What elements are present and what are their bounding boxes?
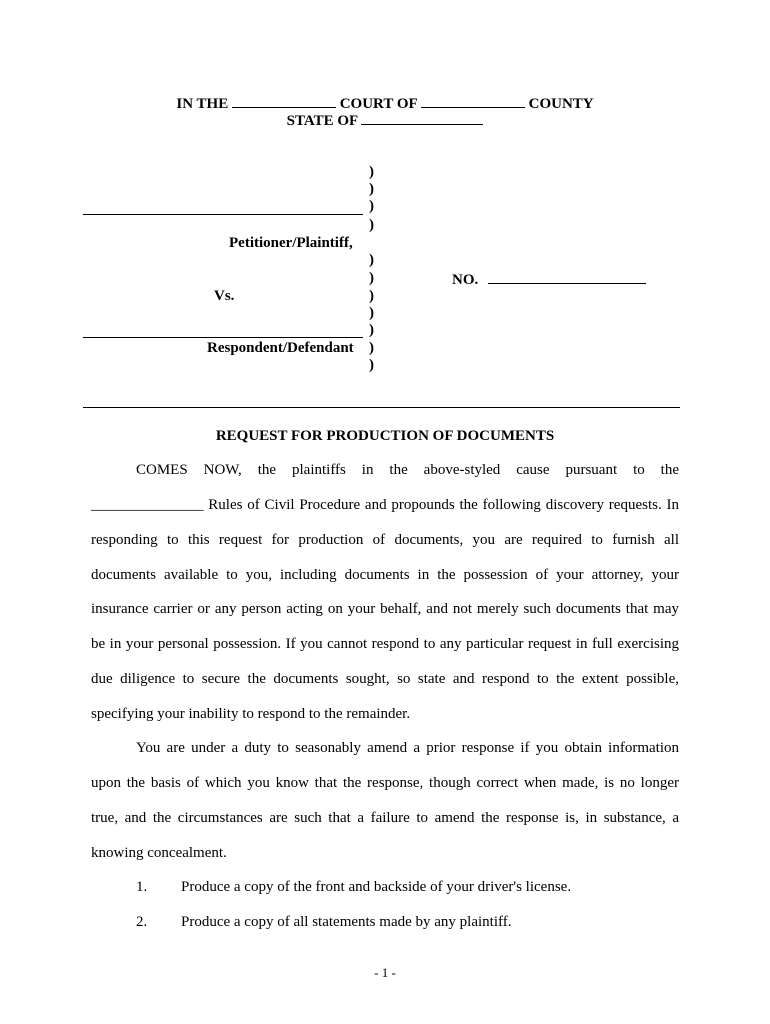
case-number-blank (488, 270, 646, 284)
court-name-blank (232, 94, 336, 108)
paragraph-1-line: specifying your inability to respond to the remainder. (91, 706, 411, 722)
paragraph-2-line: knowing concealment. (91, 845, 227, 861)
in-the-label: IN THE (176, 96, 229, 112)
paragraph-2-line: true, and the circumstances are such that a failure to amend the response is, in substance, a (91, 810, 679, 826)
rules-jurisdiction-blank: _______________ (91, 497, 204, 513)
caption-paren: ) (369, 357, 374, 373)
versus-label: Vs. (214, 288, 235, 304)
paragraph-2-line: You are under a duty to seasonably amend a prior response if you obtain information (136, 740, 679, 756)
document-title: REQUEST FOR PRODUCTION OF DOCUMENTS (215, 428, 555, 444)
paragraph-1-line: due diligence to secure the documents sought, so state and respond to the extent possible, (91, 671, 679, 687)
paragraph-1-line: insurance carrier or any person acting on your behalf, and not merely such documents that may (91, 601, 679, 617)
caption-divider (83, 407, 680, 408)
request-number: 1. (136, 879, 148, 895)
paragraph-1-line: documents available to you, including documents in the possession of your attorney, your (91, 567, 679, 583)
caption-paren: ) (369, 288, 374, 304)
request-text: Produce a copy of all statements made by any plaintiff. (181, 914, 512, 930)
paragraph-1-line: _______________ Rules of Civil Procedure and propounds the following discovery requests. In (91, 497, 679, 513)
caption-paren: ) (369, 217, 374, 233)
state-name-blank (361, 111, 483, 125)
state-header-line (0, 111, 770, 130)
caption-paren: ) (369, 305, 374, 321)
county-name-blank (421, 94, 525, 108)
caption-paren: ) (369, 340, 374, 356)
request-text: Produce a copy of the front and backside of your driver's license. (181, 879, 572, 895)
paragraph-1-line: COMES NOW, the plaintiffs in the above-styled cause pursuant to the (136, 462, 679, 478)
caption-paren: ) (369, 252, 374, 268)
respondent-name-line (83, 337, 363, 338)
paragraph-2-line: upon the basis of which you know that the response, though correct when made, is no longer (91, 775, 679, 791)
case-number-label: NO. (452, 272, 479, 288)
caption-paren: ) (369, 322, 374, 338)
paragraph-1-line: responding to this request for production of documents, you are required to furnish all (91, 532, 679, 548)
page-number: - 1 - (374, 965, 396, 980)
caption-paren: ) (369, 270, 374, 286)
petitioner-name-line (83, 214, 363, 215)
state-of-label: STATE OF (286, 113, 358, 129)
paragraph-1-line: be in your personal possession. If you cannot respond to any particular request in full exercising (91, 636, 679, 652)
caption-paren: ) (369, 181, 374, 197)
court-of-label: COURT OF (339, 96, 418, 112)
case-number-field (452, 270, 646, 289)
caption-paren: ) (369, 164, 374, 180)
request-number: 2. (136, 914, 148, 930)
county-label: COUNTY (528, 96, 594, 112)
caption-paren: ) (369, 198, 374, 214)
petitioner-label: Petitioner/Plaintiff, (229, 235, 353, 251)
respondent-label: Respondent/Defendant (207, 340, 354, 356)
